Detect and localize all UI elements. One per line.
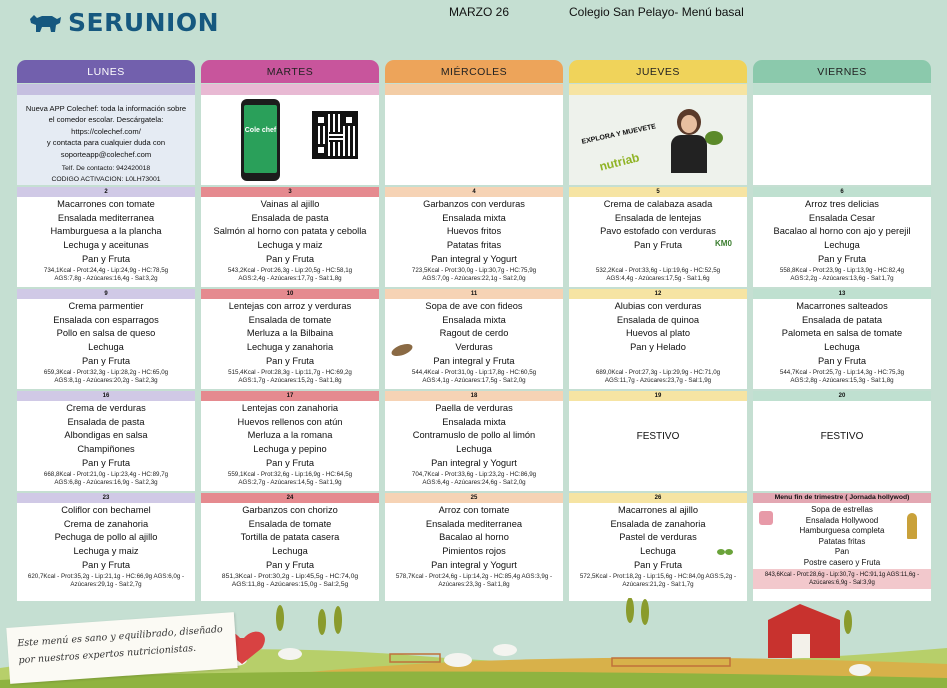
day-header-jueves: JUEVES [569,60,747,83]
holiday-label: FESTIVO [820,431,864,442]
day-strip [753,84,931,95]
support-email[interactable]: soporteapp@colechef.com [60,149,152,159]
app-download-cell [201,95,379,185]
dish: Bacalao al horno con ajo y perejil [773,226,911,237]
menu-day-cell [753,289,931,389]
bull-logo-icon [28,11,64,35]
nutrition-info: AGS:1,7g - Azúcares:15,2g - Sal:1,8g [238,377,342,385]
menu-month: MARZO 26 [449,5,510,19]
empty-cell [753,95,931,185]
nutrition-info: 543,2Kcal - Prot:26,3g - Lip:20,5g - HC:58,1g [227,266,353,274]
nutrition-info: AGS:2,2g - Azúcares:13,6g - Sal:1,7g [790,275,894,283]
dish: Ensalada mixta [442,212,506,223]
dish: Palometa en salsa de tomate [781,328,903,339]
footer-landscape [0,598,947,688]
school-name: Colegio San Pelayo- Menú basal [569,5,744,19]
dish: Pan y Fruta [265,253,315,264]
dish: Bacalao al horno [439,532,509,543]
nutrition-info: 532,2Kcal - Prot:33,6g - Lip:19,6g - HC:52,5g [595,266,721,274]
dish: Lechuga y pepino [253,444,327,455]
nutrition-info: 659,3Kcal - Prot:32,3g - Lip:28,2g - HC:65,0g [43,368,169,376]
menu-day-cell [17,493,195,601]
holiday-label: FESTIVO [636,431,680,442]
dish: Ensalada de lentejas [614,212,702,223]
day-strip [17,84,195,95]
day-number: 6 [753,187,931,197]
menu-day-cell [17,391,195,491]
nutrition-info: AGS:7,0g - Azúcares:22,1g - Sal:2,0g [422,275,526,283]
day-strip [385,84,563,95]
promo-text: EXPLORA Y MUEVETE [581,123,657,146]
dish: Lechuga y zanahoria [246,342,334,353]
nutrition-info: AGS:6,8g - Azúcares:16,9g - Sal:2,3g [54,479,158,487]
nutrition-info: AGS:4,4g - Azúcares:17,5g - Sal:1,6g [606,275,710,283]
day-number: 20 [753,391,931,401]
dish: Champiñones [77,444,135,455]
dish: Huevos al plato [625,328,691,339]
cake-icon [759,511,773,525]
dish: Crema parmentier [68,301,144,311]
dish: Ensalada mixta [442,416,506,427]
dish: Vainas al ajillo [260,199,320,209]
dish: Garbanzos con verduras [423,199,525,209]
activation-code: CODIGO ACTIVACION: L0LH73001 [51,176,161,184]
dish: Lentejas con zanahoria [241,403,339,413]
day-number: 24 [201,493,379,503]
nutrition-info: AGS:8,1g - Azúcares:20,2g - Sal:2,3g [54,377,158,385]
nutrition-info: 668,8Kcal - Prot:21,0g - Lip:23,4g - HC:89,7g [43,470,169,478]
day-number: 2 [17,187,195,197]
dish: Pechuga de pollo al ajillo [54,532,158,543]
dish: Pan y Fruta [265,559,315,570]
day-number: 19 [569,391,747,401]
dish: Ensalada mixta [442,314,506,325]
nutrition-info: 734,1Kcal - Prot:24,4g - Lip:24,9g - HC:78,5g [43,266,169,274]
dish: Garbanzos con chorizo [242,505,338,515]
sprout-icon [717,549,733,559]
menu-day-cell [385,289,563,389]
nutrition-info: AGS:6,4g - Azúcares:24,6g - Sal:2,0g [422,479,526,487]
dish: Pan y Fruta [81,559,131,570]
dish: Ensalada con esparragos [53,314,159,325]
dish: Macarrones con tomate [57,199,155,209]
day-number: 12 [569,289,747,299]
dish: Lechuga y maiz [257,240,323,251]
empty-cell [385,95,563,185]
dish: Pan y Fruta [633,240,683,251]
dish: Merluza a la romana [247,430,333,441]
day-number: 25 [385,493,563,503]
dish: Pimientos rojos [442,546,506,557]
day-number: 26 [569,493,747,503]
dish: Ensalada de pasta [67,416,145,427]
dish: Postre casero y Fruta [803,557,881,567]
dish: Pan integral y Fruta [433,355,515,366]
dish: Arroz tres delicias [805,199,879,209]
dish: Ensalada de pasta [251,212,329,223]
dish: Lechuga [272,546,308,557]
menu-day-cell [201,493,379,601]
app-label: Cole chef [244,127,277,134]
nutrition-info [753,569,931,590]
day-number: 13 [753,289,931,299]
column-jueves [569,60,747,95]
nutrition-info: AGS:2,7g - Azúcares:14,5g - Sal:1,9g [238,479,342,487]
dish: Pan y Fruta [817,355,867,366]
menu-day-cell [385,493,563,601]
dish: Ensalada Hollywood [805,515,879,525]
day-number: 9 [17,289,195,299]
nutrition-line: Azúcares:6,9g - Sal:3,9g [809,579,875,586]
info-line: el comedor escolar. Descárgatela: [48,115,164,125]
dish: Hamburguesa completa [799,526,885,536]
dish: Pan y Helado [630,342,686,353]
nutrition-info: 689,0Kcal - Prot:27,3g - Lip:29,9g - HC:71,0g [595,368,721,376]
dish: Lechuga [824,240,860,251]
dish: Lentejas con arroz y verduras [228,301,352,311]
info-link[interactable]: https://colechef.com/ [71,126,141,136]
dish: Ensalada mediterranea [57,212,155,223]
nutrition-info: AGS:4,1g - Azúcares:17,5g - Sal:2,0g [422,377,526,385]
dish: Contramuslo de pollo al limón [412,430,536,441]
dish: Huevos fritos [446,226,502,237]
dish: Pan integral y Yogurt [431,559,517,570]
special-menu-title: Menu fin de trimestre ( Jornada hollywod) [753,493,931,503]
nutrition-info: Azúcares:21,2g - Sal:1,7g [622,581,694,589]
brand-name: SERUNION [68,8,220,37]
menu-day-cell [17,187,195,287]
dish: Coliflor con bechamel [61,505,151,515]
app-info-cell [17,95,195,185]
dish: Lechuga y maiz [73,546,139,557]
dish: Lechuga [824,342,860,353]
day-strip [201,84,379,95]
nutrition-info: 578,7Kcal - Prot:24,6g - Lip:14,2g - HC:85,4g AGS:3,9g - [395,572,553,580]
nutrition-info: AGS:2,8g - Azúcares:15,3g - Sal:1,8g [790,377,894,385]
menu-day-cell [385,391,563,491]
day-number: 23 [17,493,195,503]
dish: Pan y Fruta [633,559,683,570]
day-number: 18 [385,391,563,401]
dish: Macarrones salteados [796,301,888,311]
nutrition-info: 559,1Kcal - Prot:32,6g - Lip:16,9g - HC:64,5g [227,470,353,478]
footer-note-text: Este menú es sano y equilibrado, diseñado por nuestros expertos nutricionistas. [17,623,224,667]
km0-badge: KM0 [715,239,732,248]
dish: Pan y Fruta [817,253,867,264]
vegetables-icon [705,131,723,145]
day-number: 3 [201,187,379,197]
nutrition-info: Azúcares:29,1g - Sal:2,7g [70,581,142,589]
nutrition-line: 843,6Kcal - Prot:28,6g - Lip:30,7g - HC:91,1g AGS:11,6g - [764,571,920,578]
dish: Pan y Fruta [81,253,131,264]
nutrition-info: 515,4Kcal - Prot:28,3g - Lip:11,7g - HC:69,2g [228,368,352,376]
day-number: 16 [17,391,195,401]
nutrition-info: 572,5Kcal - Prot:18,2g - Lip:15,6g - HC:84,0g AGS:5,2g - [579,572,737,580]
dish: Pan y Fruta [265,355,315,366]
column-lunes [17,60,195,95]
header [0,0,947,52]
nutrition-info: 723,5Kcal - Prot:30,0g - Lip:30,7g - HC:75,9g [411,266,537,274]
dish: Merluza a la Bilbaina [246,328,334,339]
dish: Ensalada de patata [801,314,883,325]
end-of-term-cell [753,493,931,601]
dish: Sopa de ave con fideos [425,301,523,311]
dish: Paella de verduras [435,403,513,413]
dish: Ragout de cerdo [439,328,509,339]
info-line: y contacta para cualquier duda con [46,138,166,148]
dish: Pan y Fruta [81,457,131,468]
dish: Macarrones al ajillo [617,505,699,515]
nutrition-info: 704,7Kcal - Prot:33,6g - Lip:23,2g - HC:86,9g [411,470,537,478]
dish: Lechuga [88,342,124,353]
contact-phone: Telf. De contacto: 942420018 [61,165,151,173]
dish: Salmón al horno con patata y cebolla [213,226,367,237]
dish: Tortilla de patata casera [240,532,340,543]
day-number: 10 [201,289,379,299]
dish: Arroz con tomate [438,505,510,515]
day-header-martes: MARTES [201,60,379,83]
dish: Lechuga [456,444,492,455]
nutrition-info: 620,7Kcal - Prot:35,2g - Lip:21,1g - HC:66,9g AGS:6,0g - [27,572,185,580]
nutrition-info: 558,8Kcal - Prot:23,9g - Lip:13,9g - HC:82,4g [779,266,905,274]
dish: Pan integral y Yogurt [431,253,517,264]
menu-day-cell [569,493,747,601]
menu-day-cell [569,187,747,287]
menu-day-cell [201,289,379,389]
column-viernes [753,60,931,95]
holiday-cell [569,391,747,491]
dish: Pan y Fruta [81,355,131,366]
nutrition-info: 544,4Kcal - Prot:31,0g - Lip:17,8g - HC:60,5g [411,368,537,376]
dish: Crema de zanahoria [63,518,149,529]
dish: Pan [834,547,850,557]
day-number: 4 [385,187,563,197]
dish: Ensalada Cesar [808,212,876,223]
day-header-miercoles: MIÉRCOLES [385,60,563,83]
dish: Ensalada de zanahoria [610,518,706,529]
serunion-logo [28,8,219,37]
dish: Ensalada de tomate [248,314,332,325]
trophy-icon [907,513,917,539]
nutriab-logo: nutriab [597,150,641,174]
menu-day-cell [201,391,379,491]
holiday-cell [753,391,931,491]
nutrition-info: 851,3Kcal - Prot:30,2g - Lip:45,5g - HC:74,0g [221,572,359,580]
dish: Lechuga y aceitunas [63,240,149,251]
day-header-viernes: VIERNES [753,60,931,83]
day-header-lunes: LUNES [17,60,195,83]
dish: Verduras [455,342,493,353]
column-miercoles [385,60,563,95]
dish: Pavo estofado con verduras [600,226,716,237]
nutrition-info: AGS:7,8g - Azúcares:16,4g - Sal:3,2g [54,275,158,283]
dish: Lechuga [640,546,676,557]
menu-day-cell [753,187,931,287]
dish: Pollo en salsa de queso [56,328,156,339]
nutrition-info: AGS:11,8g - Azúcares:15,0g - Sal:2,5g [231,581,349,589]
day-number: 5 [569,187,747,197]
dish: Sopa de estrellas [811,505,873,514]
dish: Alubias con verduras [614,301,702,311]
dish: Crema de verduras [66,403,146,413]
nutrition-info: Azúcares:23,3g - Sal:1,8g [438,581,510,589]
menu-day-cell [569,289,747,389]
dish: Pan integral y Yogurt [431,457,517,468]
phone-app-image [241,99,280,181]
dish: Huevos rellenos con atún [237,416,343,427]
day-strip [569,84,747,95]
nutrition-info: AGS:2,4g - Azúcares:17,7g - Sal:1,8g [238,275,342,283]
nutrition-info: 544,7Kcal - Prot:25,7g - Lip:14,3g - HC:75,3g [779,368,905,376]
dish: Hamburguesa a la plancha [50,226,162,237]
dish: Crema de calabaza asada [603,199,713,209]
menu-day-cell [385,187,563,287]
nutrition-info: AGS:11,7g - Azúcares:23,7g - Sal:1,9g [604,377,712,385]
qr-code[interactable] [312,111,358,159]
dish: Ensalada mediterranea [425,518,523,529]
day-number: 11 [385,289,563,299]
dish: Ensalada de tomate [248,518,332,529]
dish: Pan y Fruta [265,457,315,468]
column-martes [201,60,379,95]
info-line: Nueva APP Colechef: toda la información sobre [25,104,187,113]
menu-day-cell [17,289,195,389]
dish: Pastel de verduras [619,532,697,543]
promo-cell [569,95,747,185]
dish: Patatas fritas [446,240,502,251]
dish: Ensalada de quinoa [616,314,700,325]
menu-day-cell [201,187,379,287]
dish: Patatas fritas [818,536,866,546]
dish: Albondigas en salsa [64,430,148,441]
day-number: 17 [201,391,379,401]
